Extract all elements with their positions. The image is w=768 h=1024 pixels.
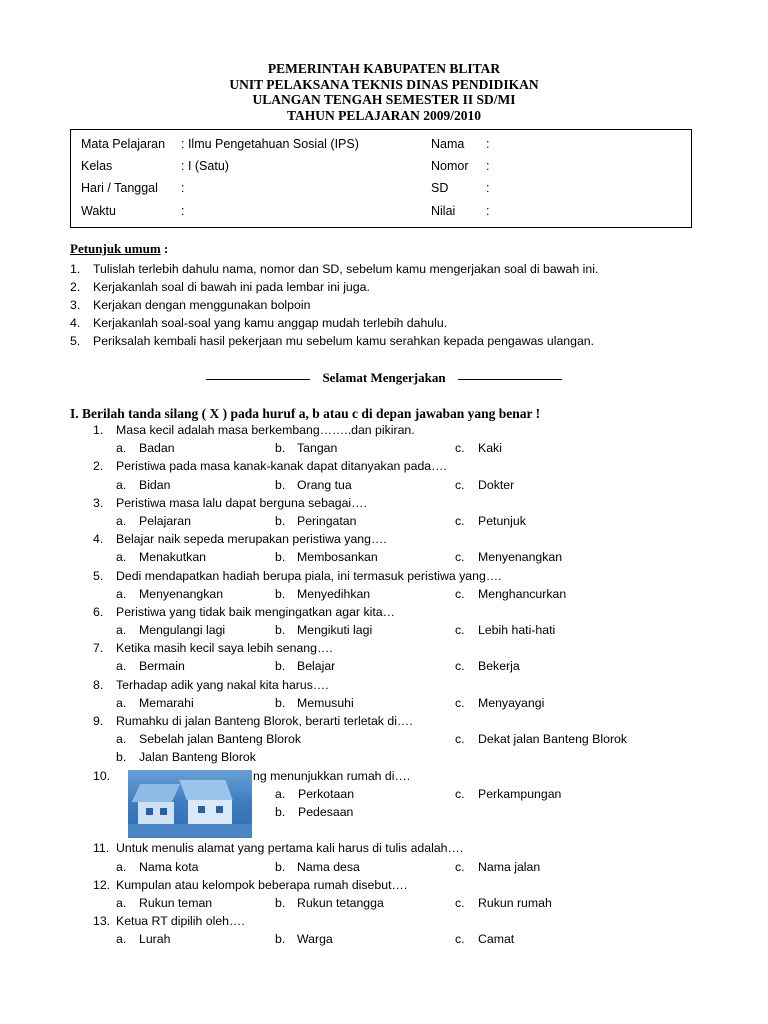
info-value: : Ilmu Pengetahuan Sosial (IPS) xyxy=(181,137,359,151)
option-b[interactable]: Pedesaan xyxy=(298,804,354,819)
option-letter-b[interactable]: b. xyxy=(275,586,286,601)
question-number: 10. xyxy=(93,768,111,783)
option-c[interactable]: Dokter xyxy=(478,477,515,492)
option-c[interactable]: Nama jalan xyxy=(478,859,541,874)
question-number: 4. xyxy=(93,532,104,547)
option-a[interactable]: Rukun teman xyxy=(139,895,213,910)
option-letter-a[interactable]: a. xyxy=(116,695,127,710)
option-letter-c[interactable]: c. xyxy=(455,513,465,528)
list-item xyxy=(70,316,710,334)
option-a[interactable]: Sebelah jalan Banteng Blorok xyxy=(139,732,302,747)
option-a[interactable]: Lurah xyxy=(139,932,171,947)
list-item-number: 1. xyxy=(70,262,81,276)
option-letter-c[interactable]: c. xyxy=(455,695,465,710)
answer-options xyxy=(70,478,710,496)
option-letter-b[interactable]: b. xyxy=(275,441,286,456)
option-letter-b[interactable]: b. xyxy=(275,513,286,528)
question-row xyxy=(70,496,710,514)
question-row xyxy=(70,605,710,623)
list-item-text: Kerjakanlah soal di bawah ini pada lembar ini juga. xyxy=(93,280,370,294)
option-c[interactable]: Dekat jalan Banteng Blorok xyxy=(478,732,628,747)
question-row xyxy=(70,532,710,550)
info-row xyxy=(71,159,691,177)
list-item-text: Tulislah terlebih dahulu nama, nomor dan SD, sebelum kamu mengerjakan soal di bawah ini. xyxy=(93,262,599,276)
option-c[interactable]: Lebih hati-hati xyxy=(478,623,556,638)
option-letter-b[interactable]: b. xyxy=(275,695,286,710)
answer-options xyxy=(70,732,710,750)
list-item xyxy=(70,298,710,316)
instructions-title: Petunjuk umum xyxy=(70,241,161,256)
option-b[interactable]: Jalan Banteng Blorok xyxy=(139,750,256,765)
info-row xyxy=(71,137,691,155)
info-right-label: Nomor xyxy=(431,159,469,173)
option-b[interactable]: Orang tua xyxy=(297,477,352,492)
header-line-2: UNIT PELAKSANA TEKNIS DINAS PENDIDIKAN xyxy=(229,76,539,92)
header-line-1: PEMERINTAH KABUPATEN BLITAR xyxy=(267,61,501,76)
option-a[interactable]: Pelajaran xyxy=(139,513,191,528)
good-luck-text: Selamat Mengerjakan xyxy=(322,370,446,385)
question-number: 1. xyxy=(93,423,104,437)
option-b[interactable]: Tangan xyxy=(297,441,338,456)
info-right-label: Nilai xyxy=(431,204,456,218)
question-number: 13. xyxy=(93,914,111,929)
question-text: Terhadap adik yang nakal kita harus…. xyxy=(116,677,329,692)
option-letter-a[interactable]: a. xyxy=(116,859,127,874)
option-letter-c[interactable]: c. xyxy=(455,932,465,947)
option-letter-b[interactable]: b. xyxy=(275,859,286,874)
option-letter-c[interactable]: c. xyxy=(455,659,465,674)
option-a[interactable]: Mengulangi lagi xyxy=(139,623,226,638)
question-row xyxy=(70,841,710,859)
info-right-field[interactable]: : xyxy=(486,159,490,173)
header-line-3: ULANGAN TENGAH SEMESTER II SD/MI xyxy=(252,92,516,107)
info-value: : I (Satu) xyxy=(181,159,229,173)
option-a[interactable]: Memarahi xyxy=(139,695,194,710)
option-letter-a[interactable]: a. xyxy=(116,441,127,456)
option-letter-c[interactable]: c. xyxy=(455,477,465,492)
list-item-number: 4. xyxy=(70,316,81,330)
info-right-field[interactable]: : xyxy=(486,181,490,195)
answer-options xyxy=(70,696,710,714)
info-row xyxy=(71,181,691,199)
info-label: Kelas xyxy=(81,159,113,173)
question-number: 5. xyxy=(93,568,104,583)
instructions-list xyxy=(70,262,710,352)
info-label: Waktu xyxy=(81,204,116,218)
list-item-text: Periksalah kembali hasil pekerjaan mu sebelum kamu serahkan kepada pengawas ulangan. xyxy=(93,334,595,348)
list-item xyxy=(70,280,710,298)
option-letter-c[interactable]: c. xyxy=(455,895,465,910)
answer-options xyxy=(70,860,710,878)
option-letter-a[interactable]: a. xyxy=(116,623,127,638)
option-letter-c[interactable]: c. xyxy=(455,623,465,638)
option-letter-c[interactable]: c. xyxy=(455,786,465,801)
question-text: Masa kecil adalah masa berkembang……..dan pikiran. xyxy=(116,423,415,437)
info-value[interactable]: : xyxy=(181,204,185,218)
question-number: 12. xyxy=(93,877,111,892)
question-row xyxy=(70,459,710,477)
question-number: 2. xyxy=(93,459,104,474)
list-item-number: 2. xyxy=(70,280,81,294)
question-number: 7. xyxy=(93,641,104,656)
option-b[interactable]: Belajar xyxy=(297,659,336,674)
student-info-box xyxy=(70,129,692,228)
option-b[interactable]: Menyedihkan xyxy=(297,586,371,601)
info-row xyxy=(71,204,691,222)
info-right-label: SD xyxy=(431,181,449,195)
option-b[interactable]: Peringatan xyxy=(297,513,357,528)
option-b[interactable]: Mengikuti lagi xyxy=(297,623,373,638)
option-letter-b[interactable]: b. xyxy=(275,659,286,674)
option-letter-b[interactable]: b. xyxy=(275,932,286,947)
option-letter-a[interactable]: a. xyxy=(116,586,127,601)
header-line-4: TAHUN PELAJARAN 2009/2010 xyxy=(286,107,481,123)
question-number: 8. xyxy=(93,677,104,692)
question-text: Peristiwa yang tidak baik mengingatkan agar kita… xyxy=(116,604,395,619)
option-a[interactable]: Bermain xyxy=(139,659,185,674)
list-item-text: Kerjakan dengan menggunakan bolpoin xyxy=(93,298,311,312)
answer-options xyxy=(70,896,710,914)
option-b[interactable]: Rukun tetangga xyxy=(297,895,384,910)
question-row xyxy=(70,569,710,587)
info-label: Hari / Tanggal xyxy=(81,181,158,195)
answer-options xyxy=(70,932,710,950)
info-right-field[interactable]: : xyxy=(486,204,490,218)
list-item-text: Kerjakanlah soal-soal yang kamu anggap mudah terlebih dahulu. xyxy=(93,316,448,330)
option-letter-b[interactable]: b. xyxy=(275,804,286,819)
exam-header xyxy=(0,61,768,123)
divider-left xyxy=(206,379,310,380)
question-text: Rumahku di jalan Banteng Blorok, berarti terletak di…. xyxy=(116,714,413,728)
option-c[interactable]: Kaki xyxy=(478,441,502,456)
option-letter-a[interactable]: a. xyxy=(116,895,127,910)
option-letter-a[interactable]: a. xyxy=(116,550,127,565)
list-item xyxy=(70,262,710,280)
answer-options xyxy=(70,659,710,677)
option-c[interactable]: Rukun rumah xyxy=(478,895,552,910)
option-letter-c[interactable]: c. xyxy=(455,441,465,456)
section-title: I. Berilah tanda silang ( X ) pada huruf a, b atau c di depan jawaban yang benar ! xyxy=(70,406,541,421)
question-text: Belajar naik sepeda merupakan peristiwa yang…. xyxy=(116,532,387,547)
list-item-number: 3. xyxy=(70,298,81,312)
option-letter-a[interactable]: a. xyxy=(116,513,127,528)
divider-right xyxy=(458,379,562,380)
good-luck-banner xyxy=(0,370,768,386)
option-c[interactable]: Petunjuk xyxy=(478,513,526,528)
info-right-field[interactable]: : xyxy=(486,137,490,151)
question-list xyxy=(70,423,710,950)
question-text: Peristiwa pada masa kanak-kanak dapat ditanyakan pada…. xyxy=(116,459,447,474)
answer-options xyxy=(70,587,710,605)
question-text: ng menunjukkan rumah di…. xyxy=(253,768,411,783)
question-number: 3. xyxy=(93,495,104,510)
option-letter-b[interactable]: b. xyxy=(275,895,286,910)
question-text: Dedi mendapatkan hadiah berupa piala, ini termasuk peristiwa yang…. xyxy=(116,568,502,583)
list-item-number: 5. xyxy=(70,334,81,348)
option-b[interactable]: Memusuhi xyxy=(297,695,354,710)
houses-picture xyxy=(128,770,252,838)
option-c[interactable]: Menyayangi xyxy=(478,695,545,710)
option-a[interactable]: Menakutkan xyxy=(139,550,206,565)
question-text: Peristiwa masa lalu dapat berguna sebagai…. xyxy=(116,495,367,510)
option-c[interactable]: Menghancurkan xyxy=(478,586,567,601)
question-text: Ketika masih kecil saya lebih senang…. xyxy=(116,641,333,656)
question-row xyxy=(70,714,710,732)
question-row xyxy=(70,678,710,696)
answer-options xyxy=(70,441,710,459)
option-letter-c[interactable]: c. xyxy=(455,859,465,874)
answer-options xyxy=(70,550,710,568)
option-a[interactable]: Badan xyxy=(139,441,175,456)
instructions-colon: : xyxy=(160,241,169,256)
info-label: Mata Pelajaran xyxy=(81,137,166,151)
option-a[interactable]: Nama kota xyxy=(139,859,199,874)
question-text: Kumpulan atau kelompok beberapa rumah disebut…. xyxy=(116,877,408,892)
option-c[interactable]: Menyenangkan xyxy=(478,550,563,565)
option-letter-c[interactable]: c. xyxy=(455,586,465,601)
option-letter-b[interactable]: b. xyxy=(116,750,127,765)
answer-options xyxy=(70,623,710,641)
option-c[interactable]: Bekerja xyxy=(478,659,520,674)
option-letter-c[interactable]: c. xyxy=(455,550,465,565)
option-letter-b[interactable]: b. xyxy=(275,477,286,492)
info-right-label: Nama xyxy=(431,137,465,151)
option-letter-a[interactable]: a. xyxy=(116,932,127,947)
list-item xyxy=(70,334,710,352)
option-c[interactable]: Camat xyxy=(478,932,515,947)
option-c[interactable]: Perkampungan xyxy=(478,786,562,801)
option-letter-a[interactable]: a. xyxy=(116,732,127,747)
option-letter-a[interactable]: a. xyxy=(116,659,127,674)
question-row xyxy=(70,423,710,441)
question-row xyxy=(70,914,710,932)
question-row xyxy=(70,641,710,659)
option-letter-a[interactable]: a. xyxy=(116,477,127,492)
answer-options xyxy=(70,750,710,768)
instructions-heading xyxy=(70,241,168,257)
question-text: Ketua RT dipilih oleh…. xyxy=(116,914,245,929)
question-row xyxy=(70,878,710,896)
question-text: Untuk menulis alamat yang pertama kali harus di tulis adalah…. xyxy=(116,841,464,856)
question-number: 11. xyxy=(93,841,110,856)
option-b[interactable]: Membosankan xyxy=(297,550,378,565)
option-letter-c[interactable]: c. xyxy=(455,732,465,747)
option-b[interactable]: Nama desa xyxy=(297,859,360,874)
answer-options xyxy=(70,514,710,532)
option-b[interactable]: Warga xyxy=(297,932,333,947)
question-number: 6. xyxy=(93,604,104,619)
question-number: 9. xyxy=(93,714,104,728)
option-a[interactable]: Perkotaan xyxy=(298,786,355,801)
info-value[interactable]: : xyxy=(181,181,185,195)
option-letter-b[interactable]: b. xyxy=(275,550,286,565)
option-a[interactable]: Menyenangkan xyxy=(139,586,224,601)
option-letter-a[interactable]: a. xyxy=(275,786,286,801)
option-letter-b[interactable]: b. xyxy=(275,623,286,638)
option-a[interactable]: Bidan xyxy=(139,477,171,492)
